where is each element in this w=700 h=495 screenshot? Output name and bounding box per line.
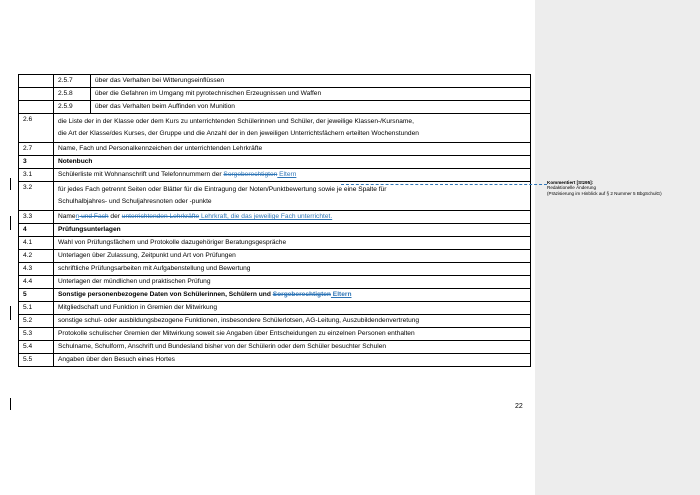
table-row	[19, 75, 531, 88]
row-number: 4.3	[19, 263, 54, 276]
comment-text: (Präzisierung im Hinblick auf § 2 Nummer 5 BbgSchulG)	[547, 190, 662, 196]
inserted-text: Eltern	[277, 171, 297, 178]
row-text	[54, 289, 531, 302]
row-number: 5.4	[19, 341, 54, 354]
table-row	[19, 302, 531, 315]
row-number: 2.6	[19, 114, 54, 143]
inserted-text: Eltern	[330, 291, 352, 298]
row-text: Prüfungsunterlagen	[54, 224, 531, 237]
change-bar	[10, 306, 11, 320]
row-text	[54, 114, 531, 143]
deleted-text: Sorgeberechtigten	[223, 171, 278, 178]
table-row	[19, 263, 531, 276]
row-text-line1: für jedes Fach getrennt Seiten oder Blätter für die Eintragung der Noten/Punktbewertung sowie je eine Spalte für	[58, 186, 387, 193]
row-number: 2.7	[19, 143, 54, 156]
row-number	[19, 101, 54, 114]
table-row	[19, 250, 531, 263]
row-text: über das Verhalten bei Witterungseinflüssen	[91, 75, 531, 88]
data-table	[18, 74, 531, 367]
row-subnumber: 2.5.9	[54, 101, 91, 114]
change-bar	[10, 216, 11, 230]
table-row-heading	[19, 156, 531, 169]
change-bar	[10, 398, 11, 410]
table-row	[19, 143, 531, 156]
row-number: 5.2	[19, 315, 54, 328]
comment-margin	[535, 0, 700, 495]
row-number: 3.3	[19, 211, 54, 224]
comment-title: Kommentiert [Stz95]:	[547, 180, 594, 185]
table-row	[19, 354, 531, 367]
row-number: 4.2	[19, 250, 54, 263]
comment-balloon[interactable]	[547, 180, 697, 196]
row-text: über das Verhalten beim Auffinden von Munition	[91, 101, 531, 114]
text-segment: Sonstige personenbezogene Daten von Schülerinnen, Schülern und	[58, 291, 273, 298]
row-text: Wahl von Prüfungsfächern und Protokolle dazugehöriger Beratungsgespräche	[54, 237, 531, 250]
table-row	[19, 237, 531, 250]
table-row	[19, 315, 531, 328]
row-text	[54, 211, 531, 224]
table-row	[19, 88, 531, 101]
row-number: 3.1	[19, 169, 54, 182]
row-subnumber: 2.5.8	[54, 88, 91, 101]
table-row	[19, 169, 531, 182]
table-row	[19, 211, 531, 224]
row-text: Name, Fach und Personalkennzeichen der unterrichtenden Lehrkräfte	[54, 143, 531, 156]
table-row-heading	[19, 289, 531, 302]
row-text	[54, 182, 531, 211]
row-text: über die Gefahren im Umgang mit pyrotechnischen Erzeugnissen und Waffen	[91, 88, 531, 101]
inserted-text: n	[75, 213, 80, 220]
comment-text: Redaktionelle Änderung	[547, 185, 597, 191]
table-row	[19, 276, 531, 289]
text-segment: Name	[58, 213, 76, 220]
row-number: 5.3	[19, 328, 54, 341]
page-number: 22	[515, 403, 523, 410]
inserted-text: Lehrkraft, die das jeweilige Fach unterrichtet.	[199, 213, 333, 220]
row-number: 5.5	[19, 354, 54, 367]
row-text: Unterlagen über Zulassung, Zeitpunkt und Art von Prüfungen	[54, 250, 531, 263]
row-text-line1: die Liste der in der Klasse oder dem Kurs zu unterrichtenden Schülerinnen und Schüler, der jeweilige Klassen-/Kursname,	[58, 118, 414, 125]
table-row	[19, 341, 531, 354]
row-text: Angaben über den Besuch eines Hortes	[54, 354, 531, 367]
row-number: 5.1	[19, 302, 54, 315]
row-text: schriftliche Prüfungsarbeiten mit Aufgabenstellung und Bewertung	[54, 263, 531, 276]
row-text: Notenbuch	[54, 156, 531, 169]
row-number: 5	[19, 289, 54, 302]
table-row	[19, 328, 531, 341]
row-number: 4.1	[19, 237, 54, 250]
row-number: 4	[19, 224, 54, 237]
row-number: 3	[19, 156, 54, 169]
row-number: 3.2	[19, 182, 54, 211]
row-text-line2: die Art der Klasse/des Kurses, der Gruppe und die Anzahl der in den jeweiligen Unterrichtsfächern erteilten Wochenstunden	[58, 130, 419, 137]
table-row	[19, 182, 531, 211]
row-number: 4.4	[19, 276, 54, 289]
row-text: Mitgliedschaft und Funktion in Gremien der Mitwirkung	[54, 302, 531, 315]
deleted-text: unterrichtenden Lehrkräfte	[121, 213, 200, 220]
row-text	[54, 169, 531, 182]
row-text: Unterlagen der mündlichen und praktischen Prüfung	[54, 276, 531, 289]
row-number	[19, 75, 54, 88]
deleted-text: und Fach	[79, 213, 109, 220]
row-subnumber: 2.5.7	[54, 75, 91, 88]
change-bar	[10, 178, 11, 190]
deleted-text: Sorgeberechtigten	[272, 291, 331, 298]
row-text: Protokolle schulischer Gremien der Mitwirkung soweit sie Angaben über Entscheidungen zu einzelnen Personen enthalten	[54, 328, 531, 341]
text-segment: Schülerliste mit Wohnanschrift und Telefonnummern der	[58, 171, 224, 178]
table-row	[19, 101, 531, 114]
row-text: Schulname, Schulform, Anschrift und Bundesland bisher von der Schülerin oder dem Schüler besuchter Schulen	[54, 341, 531, 354]
comment-connector	[341, 184, 547, 185]
table-row-heading	[19, 224, 531, 237]
table-row	[19, 114, 531, 143]
row-text: sonstige schul- oder ausbildungsbezogene Funktionen, insbesondere Schülerlotsen, AG-Leitung, Auszubildendenvertretung	[54, 315, 531, 328]
row-number	[19, 88, 54, 101]
text-segment: der	[108, 213, 122, 220]
row-text-line2: Schulhalbjahres- und Schuljahresnoten oder -punkte	[58, 198, 212, 205]
